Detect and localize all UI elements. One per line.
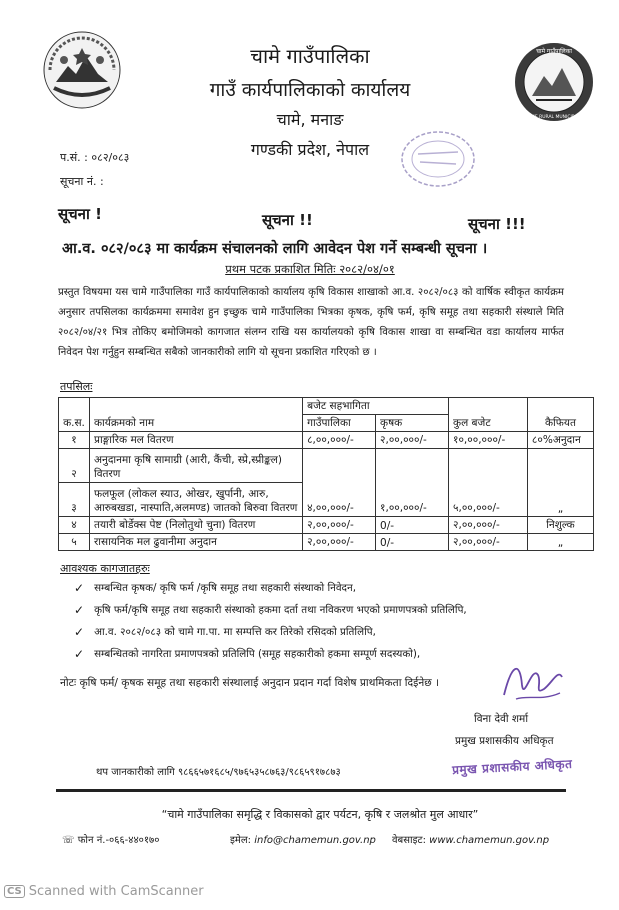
- checkmark-icon: ✓: [74, 625, 85, 639]
- col-total-budget: कुल बजेट: [449, 398, 528, 432]
- officer-stamp: प्रमुख प्रशासकीय अधिकृत: [451, 756, 573, 778]
- cell-sn: ४: [59, 517, 90, 534]
- cell-remarks: „: [527, 534, 593, 551]
- notice-number: सूचना नं. :: [60, 175, 104, 188]
- list-item-text: सम्बन्धित कृषक/ कृषि फर्म /कृषि समूह तथा सहकारी संस्थाको निवेदन,: [94, 582, 357, 594]
- reference-number: प.सं. : ०८२/०८३: [60, 151, 130, 164]
- email-address: info@chamemun.gov.np: [254, 835, 376, 846]
- office-subtitle: गाउँ कार्यपालिकाको कार्यालय: [209, 79, 411, 101]
- camscanner-logo-icon: CS: [4, 885, 25, 898]
- cell-name: रासायनिक मल ढुवानीमा अनुदान: [89, 534, 302, 551]
- signatory-position: प्रमुख प्रशासकीय अधिकृत: [455, 735, 554, 747]
- checkmark-icon: ✓: [74, 647, 85, 661]
- cell-gaupalika: २,००,०००/-: [303, 517, 376, 534]
- list-item: [74, 622, 574, 642]
- list-item: [74, 578, 574, 598]
- table-row: [59, 534, 594, 551]
- col-krishak: कृषक: [376, 415, 449, 432]
- cell-name: प्राङ्गारिक मल वितरण: [89, 432, 302, 449]
- published-date: प्रथम पटक प्रकाशित मितिः २०८२/०४/०१: [225, 262, 395, 276]
- footer-website: [392, 832, 549, 846]
- scanner-watermark: [4, 884, 204, 899]
- tapasil-label: तपसिलः: [60, 380, 93, 393]
- office-province: गण्डकी प्रदेश, नेपाल: [250, 140, 370, 159]
- list-item: [74, 600, 574, 620]
- program-table: [58, 397, 594, 551]
- cell-gaupalika: ४,००,०००/-: [303, 449, 376, 517]
- notice-heading-1: सूचना !: [58, 205, 102, 223]
- phone-number: फोन नं.-०६६-४४०१७०: [77, 835, 160, 846]
- cell-krishak: २,००,०००/-: [376, 432, 449, 449]
- website-label: वेबसाइट:: [392, 835, 426, 846]
- cell-gaupalika: २,००,०००/-: [303, 534, 376, 551]
- footer-divider: [56, 789, 566, 792]
- cell-total: २,००,०००/-: [449, 517, 528, 534]
- footer-phone: [62, 832, 159, 846]
- table-row: [59, 432, 594, 449]
- table-header-row: [59, 398, 594, 415]
- col-program-name: कार्यक्रमको नाम: [89, 398, 302, 432]
- cell-remarks: निशुल्क: [527, 517, 593, 534]
- cell-remarks: ८०%अनुदान: [527, 432, 593, 449]
- checkmark-icon: ✓: [74, 581, 85, 595]
- col-sn: क.स.: [59, 398, 90, 432]
- cell-sn: २: [59, 449, 90, 483]
- office-name: चामे गाउँपालिका: [250, 44, 370, 68]
- list-item-text: कृषि फर्म/कृषि समूह तथा सहकारी संस्थाको हकमा दर्ता तथा नविकरण भएको प्रमाणपत्रको प्रतिलिपि,: [94, 604, 467, 616]
- cell-total: २,००,०००/-: [449, 534, 528, 551]
- cell-remarks: „: [527, 449, 593, 517]
- email-label: इमेल:: [230, 835, 252, 846]
- seal-text-top: चामे गाउँपालिका: [536, 48, 572, 55]
- cell-name: अनुदानमा कृषि सामाग्री (आरी, कैंची, स्प्रे,स्प्रीङ्कल) वितरण: [89, 449, 302, 483]
- col-gaupalika: गाउँपालिका: [303, 415, 376, 432]
- scanner-text: Scanned with CamScanner: [28, 884, 204, 899]
- office-location: चामे, मनाङ: [276, 110, 344, 129]
- cell-krishak: 0/-: [376, 534, 449, 551]
- notice-heading-3: सूचना !!!: [468, 215, 526, 233]
- checkmark-icon: ✓: [74, 603, 85, 617]
- notice-body: प्रस्तुत विषयमा यस चामे गाउँपालिका गाउँ कार्यपालिकाको कार्यालय कृषि विकास शाखाको आ.व. २०८२/०८३ को वार्षिक स्वीकृत कार्यक्रम अनुसार तपसिलका कार्यक्रममा समावेश हुन इच्छुक चामे गाउँपालिका भित्रका कृषक, कृषि फर्म, कृषि समूह तथा सहकारी संस्थाले मिति २०८२/०४/२१ भित्र तोकिए बमोजिमको कागजात संलग्न राखि यस कार्यालयको कृषि विकास शाखा वा सम्बन्धित वडा कार्यालय मार्फत निवेदन पेश गर्नुहुन सम्बन्धित सबैको जानकारीको लागि यो सूचना प्रकाशित गरिएको छ ।: [58, 287, 564, 358]
- phone-icon: ☏: [62, 835, 78, 846]
- table-row: [59, 449, 594, 483]
- received-stamp-icon: [398, 128, 478, 190]
- note-text: नोटः कृषि फर्म/ कृषक समूह तथा सहकारी संस्थालाई अनुदान प्रदान गर्दा विशेष प्राथमिकता दिईनेछ ।: [60, 677, 440, 689]
- cell-sn: ३: [59, 483, 90, 517]
- notice-subject: आ.व. ०८२/०८३ मा कार्यक्रम संचालनको लागि आवेदन पेश गर्ने सम्बन्धी सूचना ।: [62, 241, 488, 257]
- cell-name: फलफूल (लोकल स्याउ, ओखर, खुर्पानी, आरु, आरुबखडा, नास्पाति,अलमण्ड) जातको बिरुवा वितरण: [89, 483, 302, 517]
- signature-icon: [498, 655, 568, 707]
- cell-krishak: 0/-: [376, 517, 449, 534]
- website-address: www.chamemun.gov.np: [429, 835, 550, 846]
- cell-sn: १: [59, 432, 90, 449]
- notice-heading-2: सूचना !!: [262, 211, 313, 229]
- contact-info: थप जानकारीको लागि ९८६६५७१६८५/९७६५३५८७६३/९८६५९१७८७३: [96, 767, 341, 778]
- cell-gaupalika: ८,००,०००/-: [303, 432, 376, 449]
- col-remarks: कैफियत: [527, 398, 593, 432]
- col-budget-share: बजेट सहभागिता: [303, 398, 449, 415]
- required-docs-label: आवश्यक कागजातहरुः: [60, 562, 150, 575]
- cell-sn: ५: [59, 534, 90, 551]
- footer-slogan: “चामे गाउँपालिका समृद्धि र विकासको द्वार पर्यटन, कृषि र जलश्रोत मुल आधार”: [161, 808, 479, 821]
- nepal-emblem-icon: [42, 30, 122, 110]
- cell-total: १०,००,०००/-: [449, 432, 528, 449]
- seal-text-bottom: CHAME RURAL MUNICIPALITY: [521, 115, 587, 120]
- required-docs-list: [74, 578, 574, 666]
- signatory-name: विना देवी शर्मा: [474, 713, 529, 725]
- table-row: [59, 517, 594, 534]
- cell-name: तयारी बोर्डेक्स पेष्ट (निलोतुथो चुना) वितरण: [89, 517, 302, 534]
- cell-krishak: १,००,०००/-: [376, 449, 449, 517]
- municipality-seal-icon: [514, 42, 594, 122]
- footer-email: [230, 832, 376, 846]
- list-item-text: सम्बन्धितको नागरिता प्रमाणपत्रको प्रतिलिपि (समूह सहकारीको हकमा सम्पूर्ण सदस्यको),: [94, 648, 421, 660]
- cell-total: ५,००,०००/-: [449, 449, 528, 517]
- list-item-text: आ.व. २०८२/०८३ को चामे गा.पा. मा सम्पत्ति कर तिरेको रसिदको प्रतिलिपि,: [94, 626, 376, 638]
